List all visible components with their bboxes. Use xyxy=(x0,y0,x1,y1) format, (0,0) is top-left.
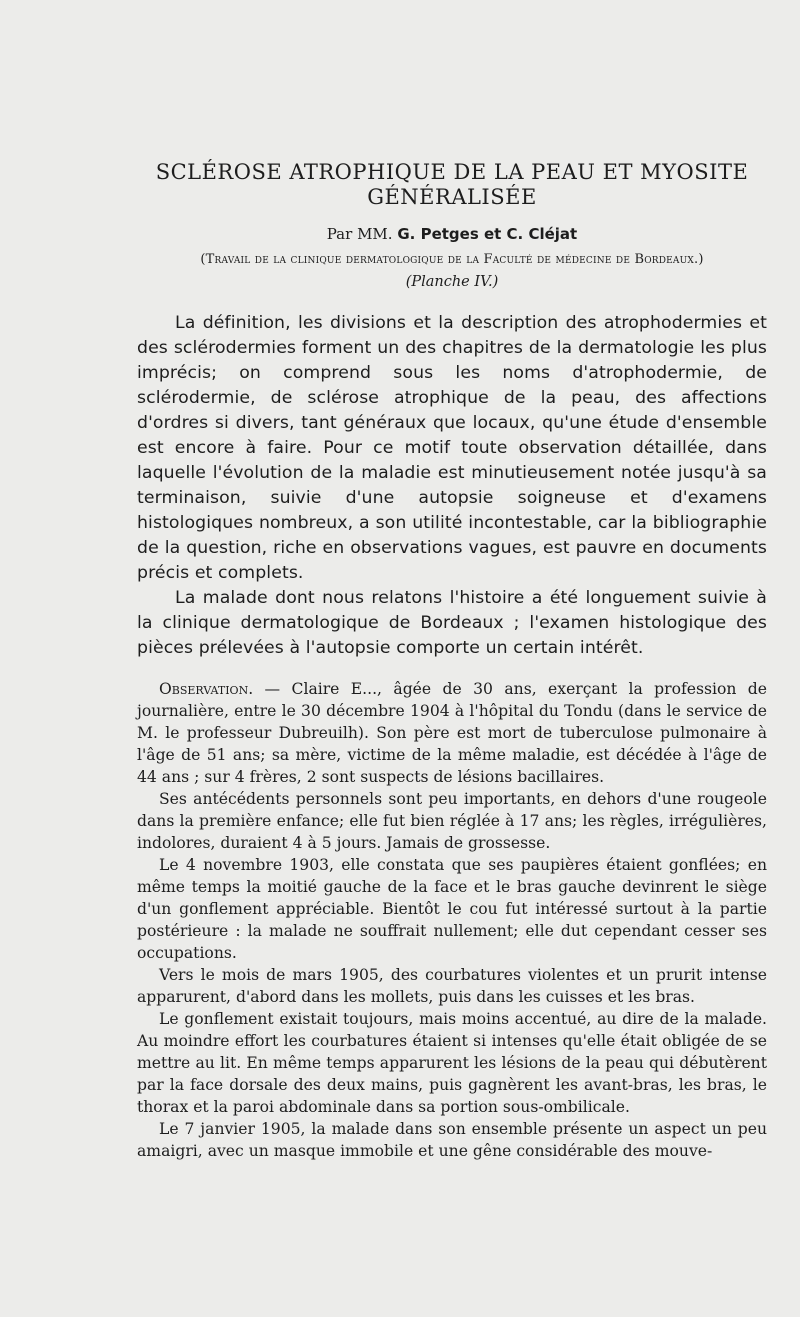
title-line-1: SCLÉROSE ATROPHIQUE DE LA PEAU ET MYOSITE xyxy=(155,160,749,184)
article xyxy=(137,160,767,1162)
authors-prefix: Par MM. xyxy=(326,225,393,243)
observation-paragraph-1 xyxy=(137,678,767,788)
observation-paragraph-3: Le 4 novembre 1903, elle constata que ses paupières étaient gonflées; en même temps la moitié gauche de la face et le bras gauche devinrent le siège d'un gonflement appréciable. Bientôt le cou fut intéressé surtout à la partie postérieure : la malade ne souffrait nullement; elle dut cependant cesser ses occupations. xyxy=(137,856,767,962)
article-title xyxy=(137,160,767,210)
observation xyxy=(137,678,767,1162)
intro-paragraph-1: La définition, les divisions et la description des atrophodermies et des sclérodermies forment un des chapitres de la dermatologie les plus imprécis; on comprend sous les noms d'atrophodermie, de sclérodermie, de sclérose atrophique de la peau, des affections d'ordres si divers, tant généraux que locaux, qu'une étude d'ensemble est encore à faire. Pour ce motif toute observation détaillée, dans laquelle l'évolution de la maladie est minutieusement notée jusqu'à sa terminaison, suivie d'une autopsie soigneuse et d'examens histologiques nombreux, a son utilité incontestable, car la bibliographie de la question, riche en observations vagues, est pauvre en documents précis et complets. xyxy=(137,313,767,583)
introduction xyxy=(137,311,767,661)
observation-label: Observation. xyxy=(159,680,254,698)
intro-paragraph-2: La malade dont nous relatons l'histoire a été longuement suivie à la clinique dermatologique de Bordeaux ; l'examen histologique des pièces prélevées à l'autopsie comporte un certain intérêt. xyxy=(137,588,767,658)
observation-paragraph-6: Le 7 janvier 1905, la malade dans son ensemble présente un aspect un peu amaigri, avec un masque immobile et une gêne considérable des mouve- xyxy=(137,1120,767,1160)
plate-reference: (Planche IV.) xyxy=(405,274,499,290)
affiliation: (Travail de la clinique dermatologique de la Faculté de médecine de Bordeaux.) xyxy=(200,252,704,267)
title-line-2: GÉNÉRALISÉE xyxy=(367,185,537,209)
authors-names: G. Petges et C. Cléjat xyxy=(397,225,578,243)
authors xyxy=(137,224,767,244)
observation-paragraph-5: Le gonflement existait toujours, mais moins accentué, au dire de la malade. Au moindre effort les courbatures étaient si intenses qu'elle était obligée de se mettre au lit. En même temps apparurent les lésions de la peau qui débutèrent par la face dorsale des deux mains, puis gagnèrent les avant-bras, les bras, le thorax et la paroi abdominale dans sa portion sous-ombilicale. xyxy=(137,1010,767,1116)
observation-paragraph-2: Ses antécédents personnels sont peu importants, en dehors d'une rougeole dans la première enfance; elle fut bien réglée à 17 ans; les règles, irrégulières, indolores, duraient 4 à 5 jours. Jamais de grossesse. xyxy=(137,790,767,852)
observation-intro-text: — Claire E..., âgée de 30 ans, exerçant la profession de journalière, entre le 30 décembre 1904 à l'hôpital du Tondu (dans le service de M. le professeur Dubreuilh). Son père est mort de tuberculose pulmonaire à l'âge de 51 ans; sa mère, victime de la même maladie, est décédée à l'âge de 44 ans ; sur 4 frères, 2 sont suspects de lésions bacillaires. xyxy=(137,680,767,786)
observation-paragraph-4: Vers le mois de mars 1905, des courbatures violentes et un prurit intense apparurent, d'abord dans les mollets, puis dans les cuisses et les bras. xyxy=(137,966,767,1006)
